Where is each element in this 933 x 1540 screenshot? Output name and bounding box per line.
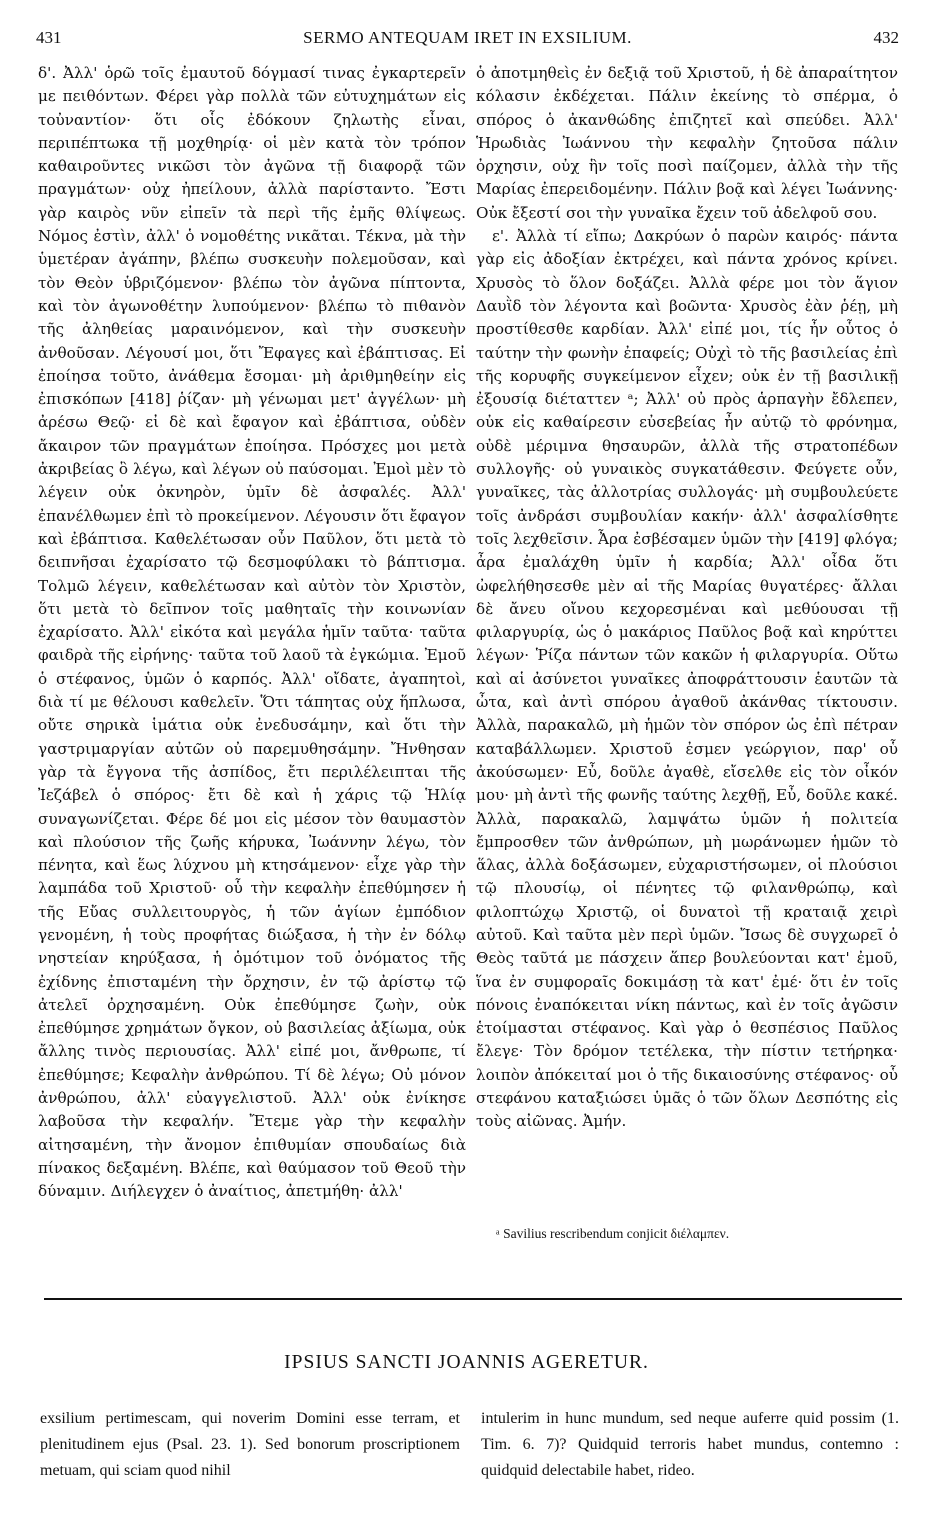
section-divider (44, 1298, 902, 1300)
latin-section-title: IPSIUS SANCTI JOANNIS AGERETUR. (284, 1352, 649, 1373)
footnote: ᵃ Savilius rescribendum conjicit διέλαμπεν. (496, 1226, 730, 1241)
latin-column-left: exsilium pertimescam, qui noverim Domini esse terram, et plenitudinem ejus (Psal. 23. 1). Sed bonorum proscriptionem metuam, qui sciam quod nihil (40, 1410, 460, 1479)
running-title: SERMO ANTEQUAM IRET IN EXSILIUM. (303, 28, 632, 47)
latin-column-right: intulerim in hunc mundum, sed neque auferre quid possim (1. Tim. 6. 7)? Quidquid terroris habet mundus, contemno : quidquid delectabile habet, rideo. (481, 1410, 899, 1479)
page-number-left: 431 (36, 28, 62, 47)
greek-paragraph: ὁ ἀποτμηθεὶς ἐν δεξιᾷ τοῦ Χριστοῦ, ἡ δὲ ἀπαραίτητον κόλασιν ἐκδέχεται. Πάλιν ἐκείνης τὸ σπέρμα, ὁ σπόρος ὁ ἀκανθώδης ἐπιζητεῖ καὶ σπεύδει. Ἀλλ' Ἡρωδιὰς Ἰωάννου τὴν κεφαλὴν ζητοῦσα πάλιν ὀρχησιν, οὐχ ἣν τοῖς ποσὶ παίζομεν, ἀλλὰ τὴν τῆς Μαρίας ἐπερειδομένην. Πάλιν βοᾷ καὶ λέγει Ἰωάννης· Οὐκ ἔξεστί σοι τὴν γυναῖκα ἔχειν τοῦ ἀδελφοῦ σου. (476, 64, 898, 222)
greek-paragraph: δ'. Ἀλλ' ὁρῶ τοῖς ἐμαυτοῦ δόγμασί τινας ἐγκαρτερεῖν με πειθόντων. Φέρει γὰρ πολλὰ τῶν εὐτυχημάτων εἰς τοὐναντίον· ὅτι οἷς ἐδόκουν ζηλωτὴς εἶναι, περιπέπτωκα τῇ μοχθηρίᾳ· οἱ μὲν κατὰ τὸν τρόπον καθαιροῦντες νικῶσι τὸν ἀγῶνα τῇ διαφορᾷ τῶν πραγμάτων· οὐχ ἠπείλουν, ἀλλὰ παρίσταντο. Ἔστι γὰρ καιρὸς νῦν εἰπεῖν τὰ περὶ τῆς ἐμῆς θλίψεως. Νόμος ἐστὶν, ἀλλ' ὁ νομοθέτης νικᾶται. Τέκνα, μὰ τὴν ὑμετέραν ἀγάπην, βλέπω συσκευὴν πολεμοῦσαν, καὶ τὸν Θεὸν ὑβριζόμενον· βλέπω τὸν ἀγῶνα πίπτοντα, καὶ τὸν ἀγωνοθέτην λυπούμενον· βλέπω τὸ πιθανὸν τῆς ἀληθείας μαραινόμενον, καὶ τὴν συσκευὴν ἀνθοῦσαν. Λέγουσί μοι, ὅτι Ἔφαγες καὶ ἐβάπτισας. Εἰ ἐποίησα τοῦτο, ἀνάθεμα ἔσομαι· μὴ ἀριθμηθείην εἰς ἐπισκόπων [418] ῥίζαν· μὴ γένωμαι μετ' ἀγγέλων· μὴ ἀρέσω Θεῷ· εἰ δὲ καὶ ἔφαγον καὶ ἐβάπτισα, οὐδὲν ἄκαιρον τῶν πραγμάτων ἐποίησα. Πρόσχες μοι μετὰ ἀκριβείας ὃ λέγω, καὶ λέγων οὐ παύσομαι. Ἐμοὶ μὲν τὸ λέγειν οὐκ ὀκνηρὸν, ὑμῖν δὲ ἀσφαλές. Ἀλλ' ἐπανέλθωμεν ἐπὶ τὸ προκείμενον. Λέγουσιν ὅτι ἔφαγον καὶ ἐβάπτισα. Καθελέτωσαν οὖν Παῦλον, ὅτι μετὰ τὸ δειπνῆσαι ἐχαρίσατο τῷ δεσμοφύλακι τὸ βάπτισμα. Τολμῶ λέγειν, καθελέτωσαν καὶ αὐτὸν τὸν Χριστὸν, ὅτι μετὰ τὸ δεῖπνον τοῖς μαθηταῖς τὴν κοινωνίαν ἐχαρίσατο. Ἀλλ' εἰκότα καὶ μεγάλα ἡμῖν ταῦτα· ταῦτα φαιδρὰ τῆς εἰρήνης· ταῦτα τοῦ λαοῦ τὰ ἐγκώμια. Ἐμοῦ ὁ στέφανος, ὑμῶν ὁ καρπός. Ἀλλ' οἴδατε, ἀγαπητοὶ, διὰ τί με θέλουσι καθελεῖν. Ὅτι τάπητας οὐχ ἥπλωσα, οὔτε σηρικὰ ἱμάτια οὐκ ἐνεδυσάμην, καὶ ὅτι τὴν γαστριμαργίαν αὐτῶν οὐ παρεμυθησάμην. Ἤνθησαν γὰρ τὰ ἔγγονα τῆς ἀσπίδος, ἔτι περιλέλειπται τῆς Ἰεζάβελ ὁ σπόρος· ἔτι δὲ καὶ ἡ χάρις τῷ Ἡλίᾳ συναγωνίζεται. Φέρε δέ μοι εἰς μέσον τὸν θαυμαστὸν καὶ πλούσιον τῆς ζωῆς κήρυκα, Ἰωάννην λέγω, τὸν πένητα, καὶ ἕως λύχνου μὴ κτησάμενον· εἶχε γὰρ τὴν λαμπάδα τοῦ Χριστοῦ· οὗ τὴν κεφαλὴν ἐπεθύμησεν ἡ τῆς Εὔας συλλειτουργὸς, ἡ τῶν ἁγίων ἐμπόδιον γενομένη, ἡ τοὺς προφήτας διώξασα, ἡ τὴν ἐν δόλῳ νηστείαν κηρύξασα, ἡ ὁμότιμον τοῦ ὀνόματος τῆς ἐχίδνης ἐπισταμένη τὴν ὄρχησιν, ἐν τῷ ἀρίστῳ τῷ ἀτελεῖ ὀρχησαμένη. Οὐκ ἐπεθύμησε ζωὴν, οὐκ ἐπεθύμησε χρημάτων ὄγκον, οὐ βασιλείας ἀξίωμα, οὐκ ἄλλης τινὸς περιουσίας. Ἀλλ' εἰπέ μοι, ἄνθρωπε, τί ἐπεθύμησε; Κεφαλὴν ἀνθρώπου. Τί δὲ λέγω; Οὐ μόνον ἀνθρώπου, ἀλλ' εὐαγγελιστοῦ. Ἀλλ' οὐκ ἐνίκησε λαβοῦσα τὴν κεφαλήν. Ἔτεμε γὰρ τὴν κεφαλὴν αἰτησαμένη, τὴν ἄνομον ἐπιθυμίαν σπουδαίως διὰ πίνακος δεξαμένη. Βλέπε, καὶ θαύμασον τοῦ Θεοῦ τὴν δύναμιν. Διήλεγχεν ὁ ἀναίτιος, ἀπετμήθη· ἀλλ' (38, 64, 466, 1201)
greek-column-left (38, 62, 466, 1204)
greek-paragraph: ε'. Ἀλλὰ τί εἴπω; Δακρύων ὁ παρὼν καιρός· πάντα γὰρ εἰς ἀδοξίαν ἐκτρέχει, καὶ πάντα χρόνος κρίνει. Χρυσὸς τὸ ὅλον δοξάζει. Ἀλλὰ φέρε μοι τὸν ἅγιον Δαυῒδ τὸν λέγοντα καὶ βοῶντα· Χρυσὸς ἐὰν ῥέῃ, μὴ προστίθεσθε καρδίαν. Ἀλλ' εἰπέ μοι, τίς ἦν οὗτος ὁ ταύτην τὴν φωνὴν ἐπαφείς; Οὐχὶ τὸ τῆς βασιλείας ἐπὶ τῆς κορυφῆς συγκείμενον εἶχεν; οὐκ ἐν τῇ βασιλικῇ ἐξουσίᾳ διέταττεν ᵃ; Ἀλλ' οὐ πρὸς ἁρπαγὴν ἔδλεπεν, οὐκ εἰς καθαίρεσιν εὐσεβείας ἦν αὐτῷ τὸ φρόνημα, οὐδὲ μέριμνα θησαυρῶν, ἀλλὰ τῆς στρατοπέδων συλλογῆς· οὐ γυναικὸς συγκατάθεσιν. Φεύγετε οὖν, γυναῖκες, τὰς ἀλλοτρίας συλλογάς· μὴ συμβουλεύετε τοῖς ἀνδράσι συμβουλίαν κακήν· ἀλλ' ἀσφαλίσθητε τοῖς λεχθεῖσιν. Ἆρα ἐσβέσαμεν ὑμῶν τὴν [419] φλόγα; ἆρα ἐμαλάχθη ὑμῖν ἡ καρδία; Ἀλλ' οἶδα ὅτι ὠφελήθησεσθε μὲν αἱ τῆς Μαρίας θυγατέρες· ἄλλαι δὲ ἄνευ οἴνου κεχορεσμέναι καὶ μεθύουσαι τῇ φιλαργυρίᾳ, ὡς ὁ μακάριος Παῦλος βοᾷ καὶ κηρύττει λέγων· Ῥίζα πάντων τῶν κακῶν ἡ φιλαργυρία. Οὕτω καὶ αἱ ἀσύνετοι γυναῖκες ἀποφράττουσιν ἑαυτῶν τὰ ὦτα, καὶ ἀντὶ σπόρου ἀγαθοῦ ἀκάνθας τίκτουσιν. Ἀλλὰ, παρακαλῶ, μὴ ἡμῶν τὸν σπόρον ὡς ἐπὶ πέτραν καταβάλλωμεν. Χριστοῦ ἐσμεν γεώργιον, παρ' οὗ ἀκούσωμεν· Εὖ, δοῦλε ἀγαθὲ, εἴσελθε εἰς τὸν οἶκόν μου· μὴ ἀντὶ τῆς φωνῆς ταύτης λεχθῇ, Εὖ, δοῦλε κακέ. Ἀλλὰ, παρακαλῶ, λαμψάτω ὑμῶν ἡ πολιτεία ἔμπροσθεν τῶν ἀνθρώπων, μὴ μωράνωμεν ἡμῶν τὸ ἅλας, ἀλλὰ δοξάσωμεν, εὐχαριστήσωμεν, οἱ πλούσιοι τῷ πλουσίῳ, οἱ πένητες τῷ φιλανθρώπῳ, καὶ φιλοπτώχῳ Χριστῷ, οἱ δυνατοὶ τῇ κραταιᾷ χειρὶ αὐτοῦ. Καὶ ταῦτα μὲν περὶ ὑμῶν. Ἴσως δὲ συγχωρεῖ ὁ Θεὸς ταῦτά με πάσχειν ἅπερ βουλεύονται κατ' ἐμοῦ, ἵνα ἐν συμφοραῖς δοκιμάσῃ τὰ κατ' ἐμέ· ὅτι ἐν τοῖς πόνοις ἐναπόκειται νίκη πάντως, καὶ ἐν τοῖς ἀγῶσιν ἑτοίμασται στέφανος. Καὶ γὰρ ὁ θεσπέσιος Παῦλος ἔλεγε· Τὸν δρόμον τετέλεκα, τὴν πίστιν τετήρηκα· λοιπὸν ἀπόκειταί μοι ὁ τῆς δικαιοσύνης στέφανος· οὗ στεφάνου καταξιώσει ὑμᾶς ὁ τῶν ὅλων Δεσπότης εἰς τοὺς αἰῶνας. Ἀμήν. (476, 227, 898, 1131)
page-number-right: 432 (873, 28, 899, 47)
running-header (36, 28, 899, 54)
greek-column-right (476, 62, 898, 1134)
